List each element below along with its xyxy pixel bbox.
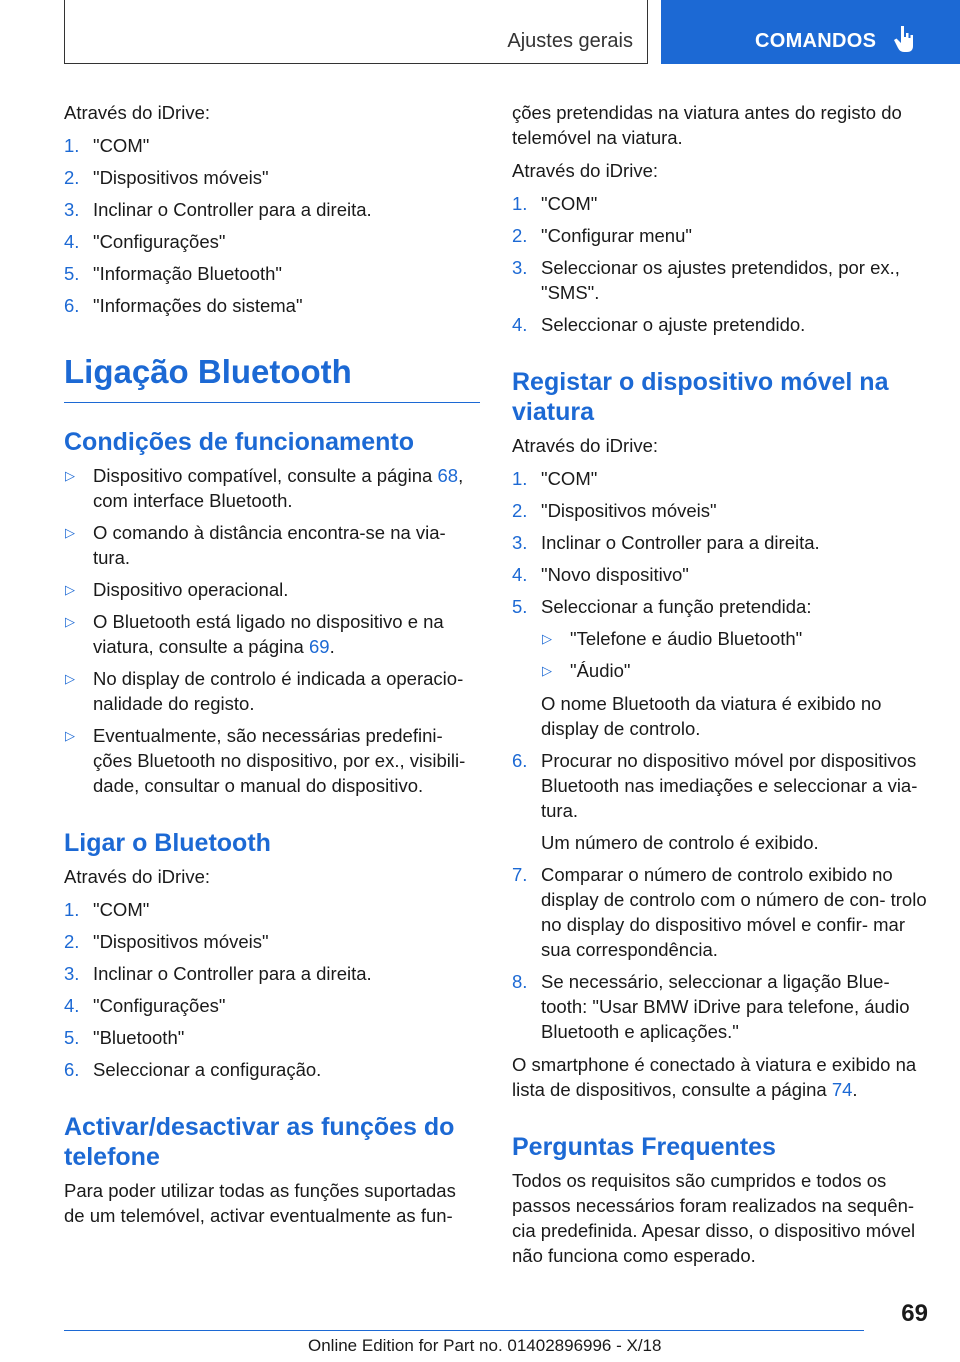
list-item: ▷ No display de controlo é indicada a operacio- nalidade do registo. (65, 668, 464, 714)
list-item: 2. "Dispositivos móveis" (64, 167, 269, 188)
list-item: ▷ "Telefone e áudio Bluetooth" (542, 628, 803, 649)
subsection-heading: Registar o dispositivo móvel na viatura (512, 368, 889, 426)
header-section-box (64, 0, 648, 64)
steps-list (512, 466, 930, 1044)
list-item: ▷ Dispositivo operacional. (65, 579, 289, 600)
list-item: 6. Seleccionar a configuração. (64, 1059, 322, 1080)
subsection-heading: Activar/desactivar as funções do telefone (64, 1113, 455, 1171)
list-item: ▷ O comando à distância encontra-se na via- tura. (65, 522, 446, 568)
steps-list (64, 133, 480, 318)
intro-text: Através do iDrive: (512, 435, 658, 456)
list-item: 1. "COM" (64, 135, 150, 156)
footer-edition: Online Edition for Part no. 01402896996 - X/18 (308, 1336, 662, 1355)
section-heading: Ligação Bluetooth (64, 352, 480, 403)
list-item: ▷ Dispositivo compatível, consulte a página 68, com interface Bluetooth. (65, 465, 464, 511)
conditions-list (64, 463, 480, 798)
list-item: ▷ Eventualmente, são necessárias predefini- ções Bluetooth no dispositivo, por ex., visibili- dade, consultar o manual do dispositivo. (65, 725, 466, 796)
steps-list (512, 191, 930, 337)
list-item: 5. "Bluetooth" (64, 1027, 185, 1048)
list-item: 2. "Dispositivos móveis" (64, 931, 269, 952)
chapter-tab[interactable] (661, 0, 960, 64)
options-list (541, 626, 930, 683)
list-item: 6. "Informações do sistema" (64, 295, 303, 316)
body-text: Para poder utilizar todas as funções suportadas de um telemóvel, activar eventualmente as fun- (64, 1180, 456, 1226)
list-item: 5. Seleccionar a função pretendida: ▷ "Telefone e áudio Bluetooth" ▷ "Áudio" O nome Bluetooth da viatura é exibido no display de controlo. (512, 594, 930, 741)
list-item: 4. "Novo dispositivo" (512, 564, 689, 585)
intro-text: Através do iDrive: (64, 866, 210, 887)
list-item: 3. Seleccionar os ajustes pretendidos, por ex., "SMS". (512, 257, 900, 303)
list-item: ▷ O Bluetooth está ligado no dispositivo e na viatura, consulte a página 69. (65, 611, 444, 657)
section-title: Ajustes gerais (507, 30, 633, 52)
list-item: 2. "Configurar menu" (512, 225, 692, 246)
footer-divider (64, 1330, 864, 1331)
list-item: 2. "Dispositivos móveis" (512, 500, 717, 521)
page-link[interactable]: 69 (308, 636, 330, 657)
subsection-heading: Condições de funcionamento (64, 428, 415, 456)
page-link[interactable]: 68 (437, 465, 459, 486)
list-item: 6. Procurar no dispositivo móvel por dispositivos Bluetooth nas imediações e seleccionar a via- tura. Um número de controlo é exibido. (512, 748, 930, 855)
list-item: 4. "Configurações" (64, 231, 226, 252)
chapter-label: COMANDOS (755, 30, 877, 52)
list-item: 7. Comparar o número de controlo exibido no display de controlo com o número de con- trolo no display do dispositivo móvel e confir- mar sua correspondência. (512, 864, 927, 960)
list-item: 3. Inclinar o Controller para a direita. (64, 963, 372, 984)
page-link[interactable]: 74 (831, 1079, 853, 1100)
list-item: 3. Inclinar o Controller para a direita. (64, 199, 372, 220)
body-text: Todos os requisitos são cumpridos e todos os passos necessários foram realizados na sequên- cia predefinida. Apesar disso, o dispositivo móvel não funciona como esperado. (512, 1170, 916, 1266)
body-text: O smartphone é conectado à viatura e exibido na lista de dispositivos, consulte a página 74. (512, 1054, 917, 1100)
intro-text: Através do iDrive: (64, 102, 210, 123)
subsection-heading: Ligar o Bluetooth (64, 829, 271, 857)
subsection-heading: Perguntas Frequentes (512, 1133, 776, 1161)
list-item: 1. "COM" (64, 899, 150, 920)
list-item: 4. Seleccionar o ajuste pretendido. (512, 314, 806, 335)
right-column (512, 100, 930, 1276)
body-text: ções pretendidas na viatura antes do registo do telemóvel na viatura. (512, 102, 902, 148)
left-column (64, 100, 480, 1236)
hand-pointer-icon (893, 24, 917, 54)
steps-list (64, 897, 480, 1082)
list-item: 8. Se necessário, seleccionar a ligação Blue- tooth: "Usar BMW iDrive para telefone, áudio Bluetooth e aplicações." (512, 971, 910, 1042)
step-note: O nome Bluetooth da viatura é exibido no display de controlo. (541, 693, 882, 739)
list-item: 4. "Configurações" (64, 995, 226, 1016)
list-item: 1. "COM" (512, 468, 598, 489)
page-number: 69 (901, 1300, 928, 1327)
list-item: ▷ "Áudio" (542, 660, 631, 681)
list-item: 1. "COM" (512, 193, 598, 214)
intro-text: Através do iDrive: (512, 160, 658, 181)
list-item: 5. "Informação Bluetooth" (64, 263, 282, 284)
list-item: 3. Inclinar o Controller para a direita. (512, 532, 820, 553)
step-note: Um número de controlo é exibido. (541, 832, 819, 853)
